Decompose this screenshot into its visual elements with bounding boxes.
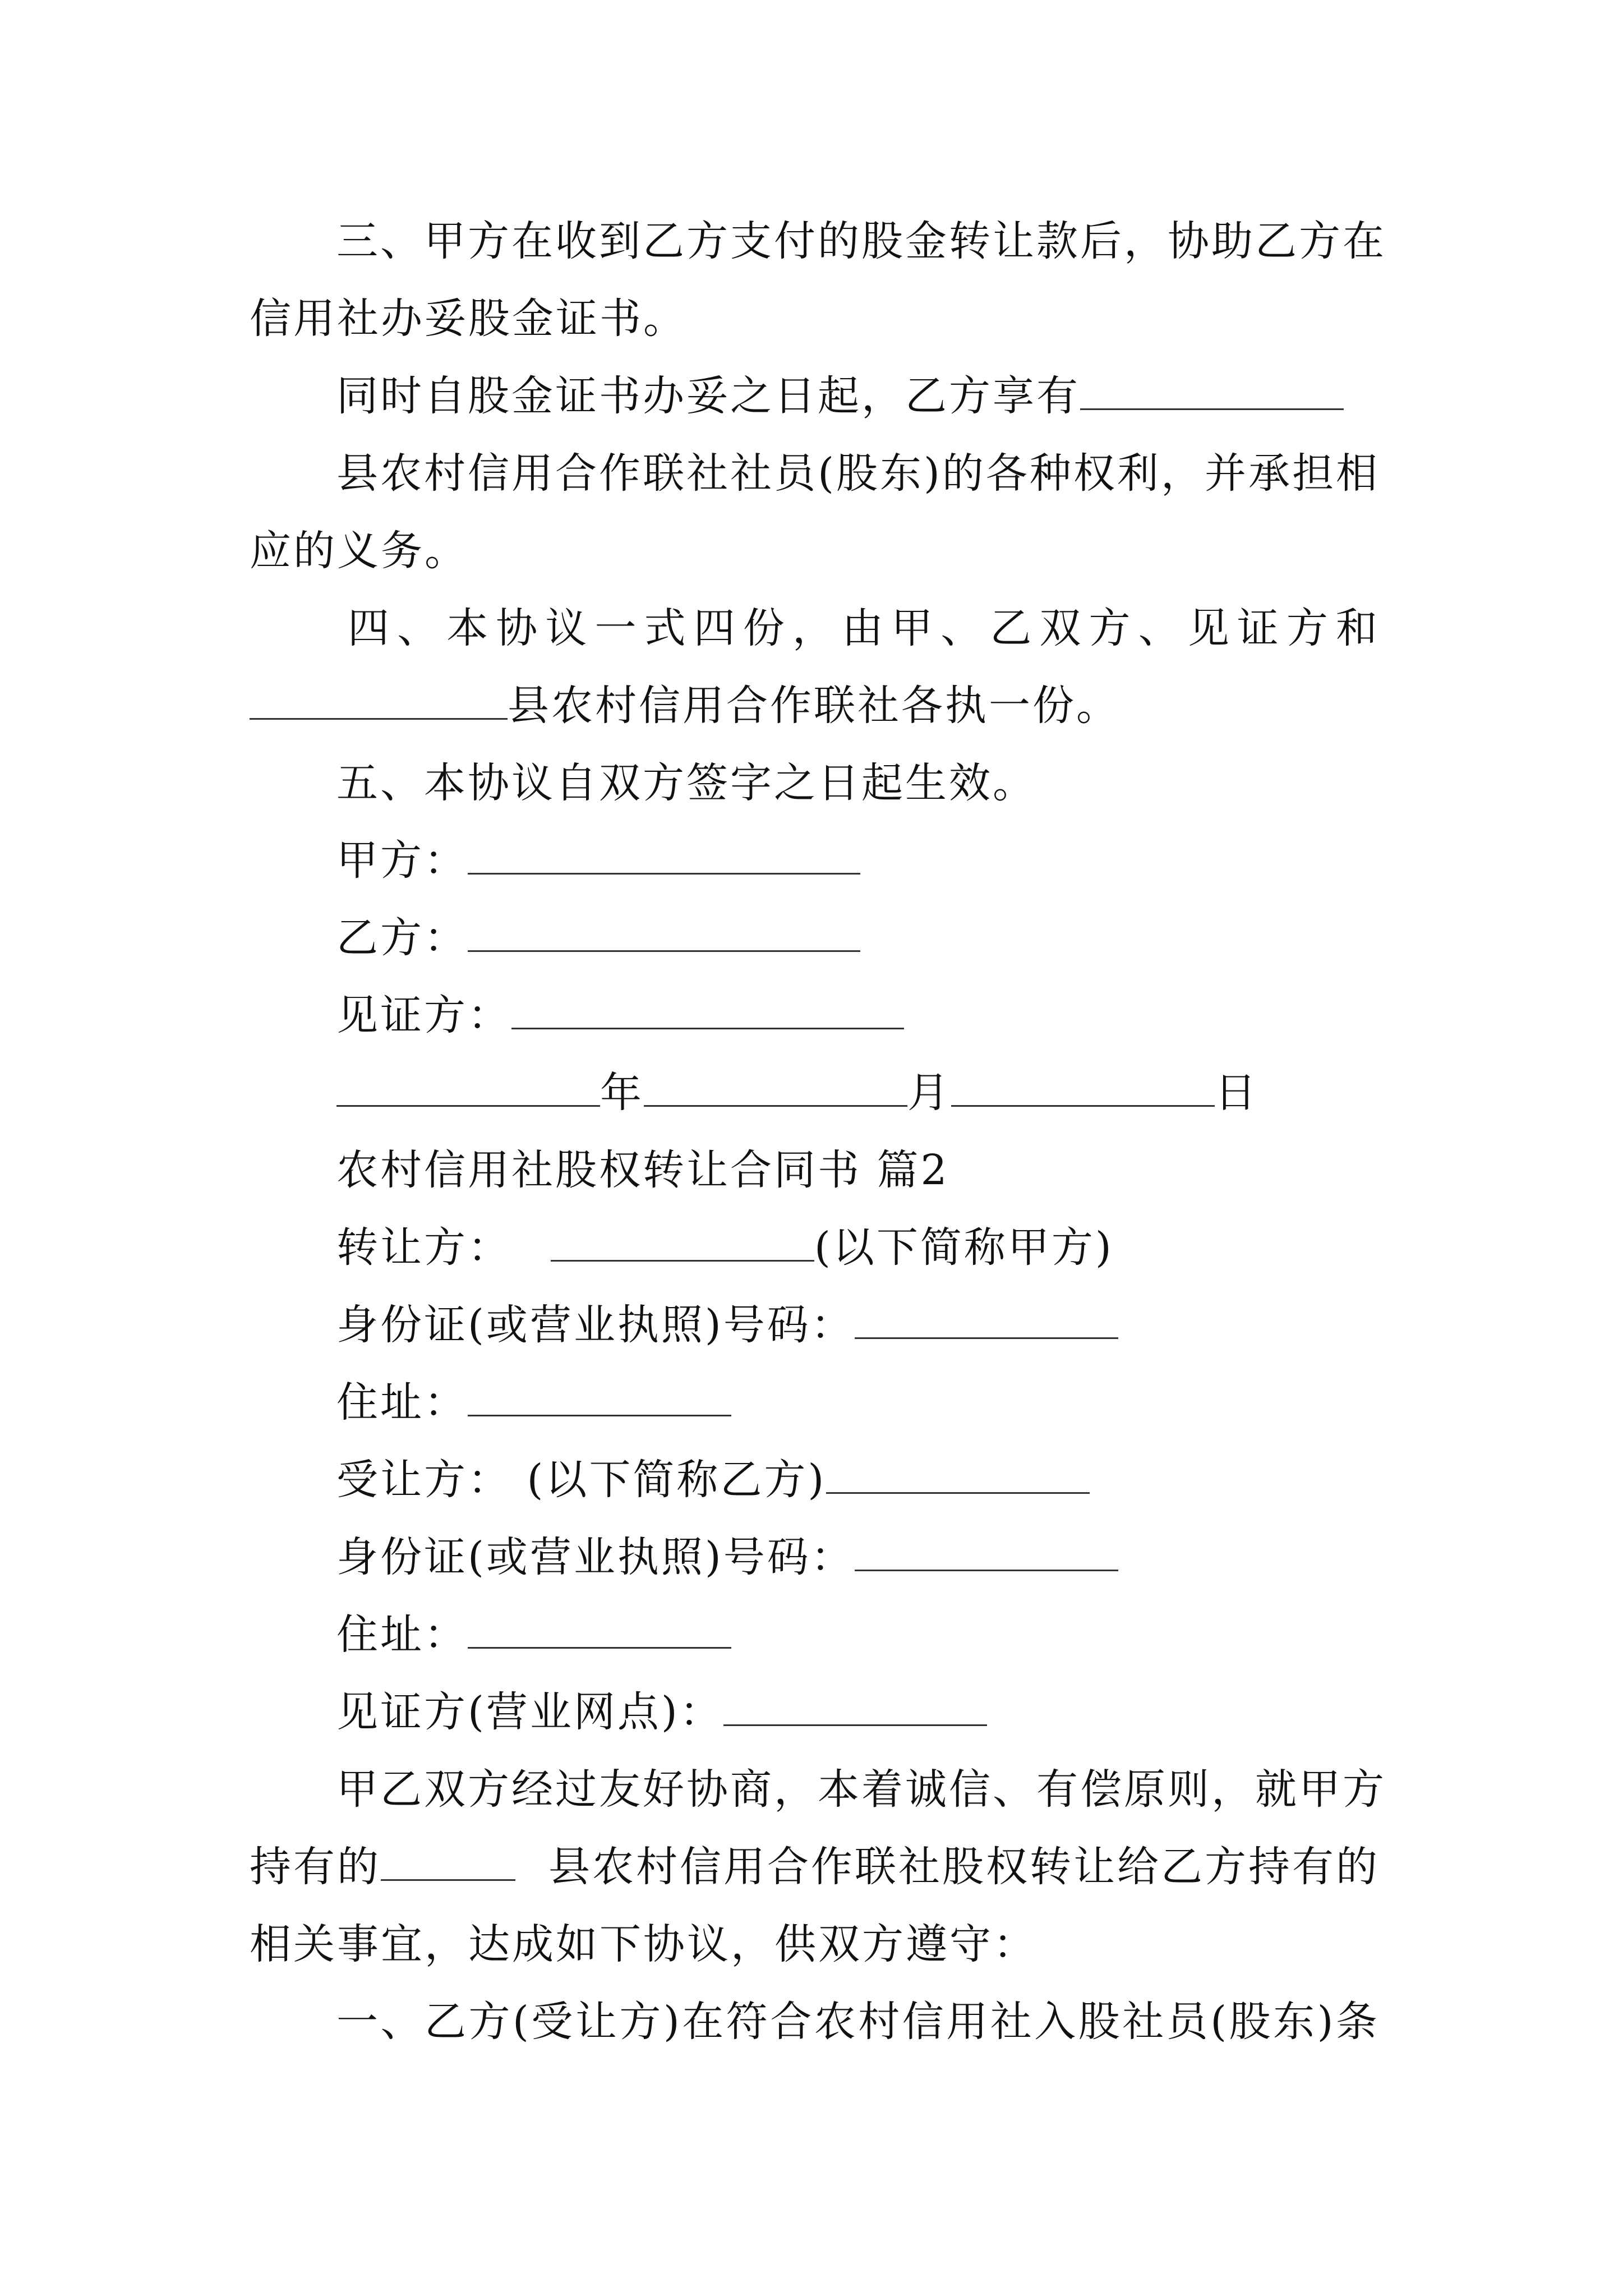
county-blank-1: [1080, 371, 1344, 410]
transferor-label: 转让方：: [336, 1223, 511, 1272]
signature-witness: [336, 987, 904, 1043]
transferor-id-blank: [855, 1300, 1118, 1339]
witness-outlet-blank: [723, 1687, 987, 1726]
transferor-address-line: [336, 1374, 731, 1430]
party-a-label: 甲方：: [336, 836, 468, 885]
witness-blank: [511, 991, 904, 1029]
day-label: 日: [1215, 1069, 1258, 1117]
transferor-id-line: [336, 1297, 1118, 1353]
rights-intro-text: 同时自股金证书办妥之日起，乙方享有: [336, 372, 1080, 420]
agreement-body-line-1: 甲乙双方经过友好协商，本着诚信、有偿原则，就甲方: [336, 1765, 1386, 1814]
clause-4-line-2-text: 县农村信用合作联社各执一份。: [508, 682, 1120, 730]
clause-4-line-2: [250, 678, 1120, 734]
transferee-label: 受让方： (以下简称乙方): [336, 1456, 827, 1504]
signature-party-b: [336, 910, 860, 966]
clause-1-line-1: 一、乙方(受让方)在符合农村信用社入股社员(股东)条: [336, 1998, 1380, 2046]
party-b-label: 乙方：: [336, 914, 468, 962]
agreement-body-line-2-text: 县农村信用合作联社股权转让给乙方持有的: [548, 1843, 1380, 1891]
agreement-body-line-2: [250, 1839, 1380, 1895]
month-label: 月: [907, 1069, 951, 1117]
section-2-title: 农村信用社股权转让合同书 篇2: [336, 1146, 949, 1194]
county-blank-2: [250, 681, 508, 720]
rights-line-1: 县农村信用合作联社社员(股东)的各种权利，并承担相: [336, 449, 1380, 498]
witness-outlet-label: 见证方(营业网点)：: [336, 1688, 723, 1736]
transferor-address-label: 住址：: [336, 1378, 468, 1427]
transferor-id-label: 身份证(或营业执照)号码：: [336, 1301, 855, 1349]
transferor-blank: [551, 1223, 814, 1262]
transferor-line: [336, 1220, 1114, 1276]
rights-line-2: 应的义务。: [250, 527, 468, 575]
party-b-blank: [468, 913, 860, 952]
witness-label: 见证方：: [336, 991, 511, 1039]
agreement-body-line-3: 相关事宜，达成如下协议，供双方遵守：: [250, 1920, 1037, 1968]
held-by-label: 持有的: [250, 1843, 381, 1891]
transferee-address-label: 住址：: [336, 1611, 468, 1659]
clause-5: 五、本协议自双方签字之日起生效。: [336, 759, 1036, 807]
transferee-address-blank: [468, 1610, 731, 1649]
transferor-suffix: (以下简称甲方): [814, 1223, 1114, 1272]
date-line: [336, 1065, 1258, 1121]
transferor-address-blank: [468, 1378, 731, 1416]
agreement-body-line-2-wrap: [250, 1839, 515, 1895]
month-blank: [644, 1068, 907, 1107]
transferee-id-line: [336, 1529, 1118, 1585]
transferee-id-label: 身份证(或营业执照)号码：: [336, 1533, 855, 1581]
transferee-blank: [826, 1455, 1090, 1494]
transferee-address-line: [336, 1607, 731, 1663]
witness-outlet-line: [336, 1684, 987, 1740]
transferee-id-blank: [855, 1533, 1118, 1571]
clause-4-line-1: 四、本协议一式四份，由甲、乙双方、见证方和: [348, 604, 1380, 652]
year-label: 年: [600, 1069, 644, 1117]
signature-party-a: [336, 832, 860, 889]
transferee-line: [336, 1452, 1090, 1508]
day-blank: [951, 1068, 1215, 1107]
year-blank: [336, 1068, 600, 1107]
party-a-blank: [468, 836, 860, 875]
rights-intro-line: [336, 368, 1344, 424]
clause-3-line-1: 三、甲方在收到乙方支付的股金转让款后，协助乙方在: [336, 217, 1386, 265]
held-county-blank: [381, 1842, 515, 1881]
clause-3-line-2: 信用社办妥股金证书。: [250, 295, 687, 343]
